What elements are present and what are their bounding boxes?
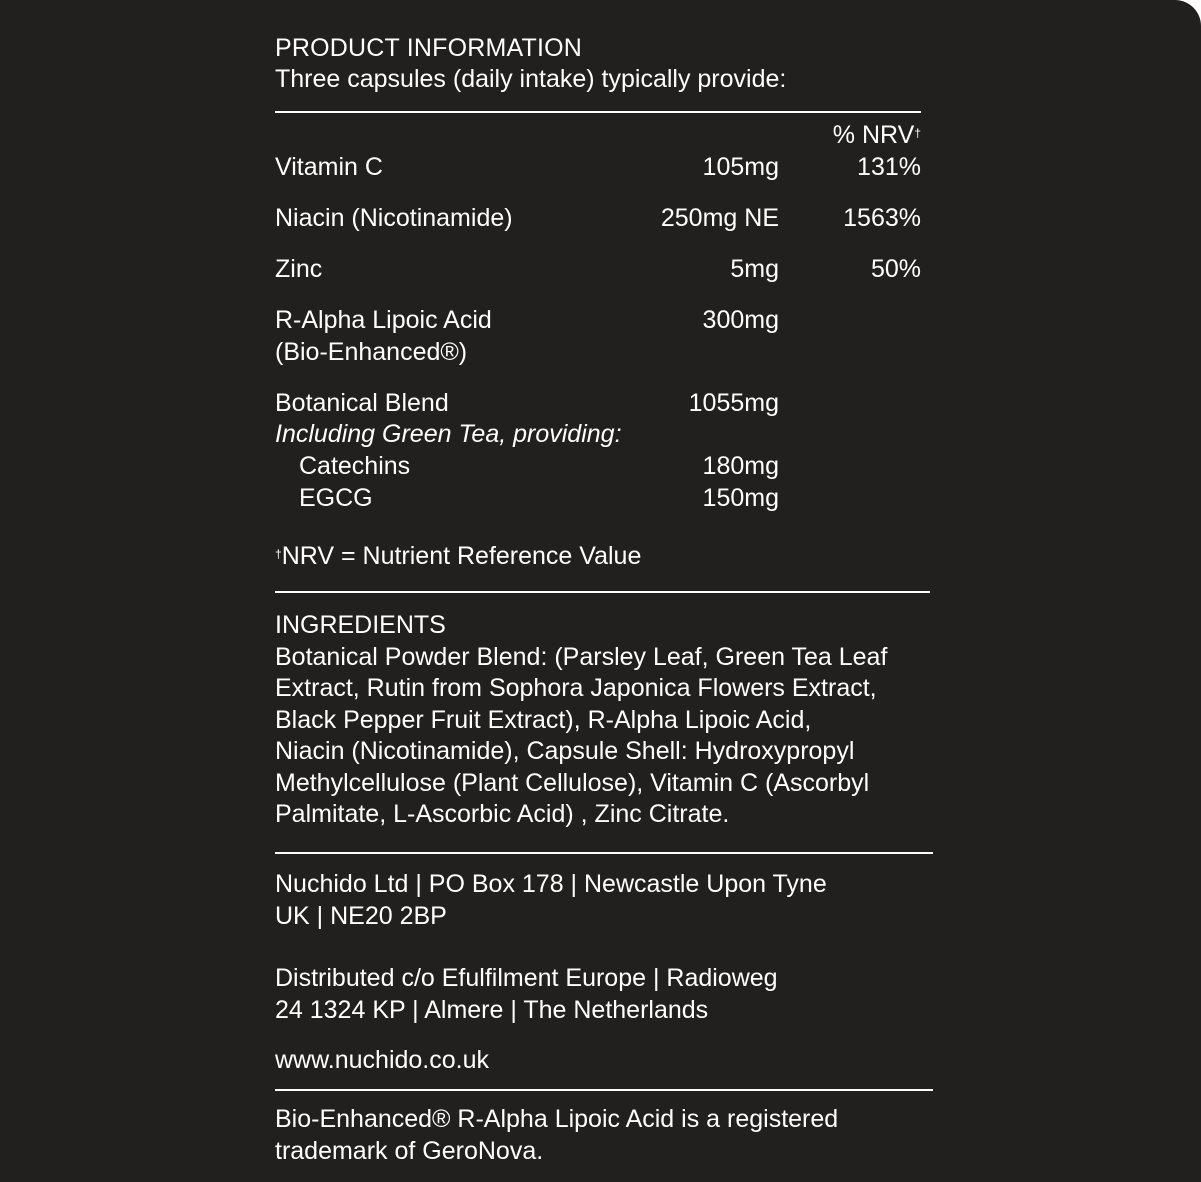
nutrient-nrv: 50%	[870, 255, 921, 283]
nutrient-name: Botanical Blend	[275, 389, 449, 417]
product-info-title: PRODUCT INFORMATION	[275, 34, 583, 62]
ingredients-line: Niacin (Nicotinamide), Capsule Shell: Hydroxypropyl	[275, 737, 855, 765]
nutrient-amount: 105mg	[702, 153, 779, 181]
nutrient-name: Vitamin C	[275, 153, 383, 181]
ingredients-line: Palmitate, L-Ascorbic Acid) , Zinc Citrate.	[275, 800, 730, 828]
distributor-line: 24 1324 KP | Almere | The Netherlands	[275, 995, 709, 1024]
ingredients-line: Extract, Rutin from Sophora Japonica Flowers Extract,	[275, 674, 877, 702]
nutrient-name: Zinc	[275, 255, 323, 283]
website: www.nuchido.co.uk	[275, 1046, 490, 1074]
sub-nutrient-amount: 150mg	[702, 484, 779, 512]
ingredients-section	[275, 610, 955, 831]
ingredients-line: Methylcellulose (Plant Cellulose), Vitamin C (Ascorbyl	[275, 768, 870, 797]
distributor-address	[275, 963, 955, 1026]
sub-heading: Including Green Tea, providing:	[275, 420, 622, 448]
divider-trademark	[275, 1089, 933, 1091]
product-info-subtitle: Three capsules (daily intake) typically provide:	[275, 65, 787, 93]
nutrient-name: R-Alpha Lipoic Acid	[275, 306, 492, 334]
divider-ingredients	[275, 591, 930, 593]
nrv-header: % NRV†	[832, 121, 921, 149]
nrv-footnote: †NRV = Nutrient Reference Value	[275, 542, 642, 570]
divider-company	[275, 852, 933, 854]
nutrient-amount: 250mg NE	[660, 204, 779, 232]
distributor-line: Distributed c/o Efulfilment Europe | Radioweg	[275, 964, 778, 992]
trademark-line: trademark of GeroNova.	[275, 1136, 544, 1165]
ingredients-line: Botanical Powder Blend: (Parsley Leaf, Green Tea Leaf	[275, 642, 888, 671]
nutrient-name: Niacin (Nicotinamide)	[275, 204, 513, 232]
sub-nutrient-name: EGCG	[299, 484, 373, 512]
sub-nutrient-name: Catechins	[299, 452, 411, 480]
nutrient-nrv: 131%	[857, 153, 921, 181]
trademark-line: Bio-Enhanced® R-Alpha Lipoic Acid is a registered	[275, 1105, 839, 1133]
sub-nutrient-amount: 180mg	[702, 452, 779, 480]
nutrient-amount: 1055mg	[688, 389, 779, 417]
address-line: UK | NE20 2BP	[275, 901, 447, 930]
address-line: Nuchido Ltd | PO Box 178 | Newcastle Upon Tyne	[275, 870, 827, 898]
product-info-header	[275, 32, 955, 96]
trademark-notice	[275, 1104, 955, 1167]
company-address	[275, 869, 955, 932]
nutrient-amount: 300mg	[702, 306, 779, 334]
nutrient-nrv: 1563%	[843, 204, 921, 232]
nutrient-amount: 5mg	[730, 255, 779, 283]
nutrient-name-line2: (Bio-Enhanced®)	[275, 338, 468, 366]
website-block	[275, 1045, 955, 1077]
ingredients-line: Black Pepper Fruit Extract), R-Alpha Lipoic Acid,	[275, 705, 812, 734]
divider-top	[275, 111, 921, 113]
ingredients-title: INGREDIENTS	[275, 611, 446, 639]
